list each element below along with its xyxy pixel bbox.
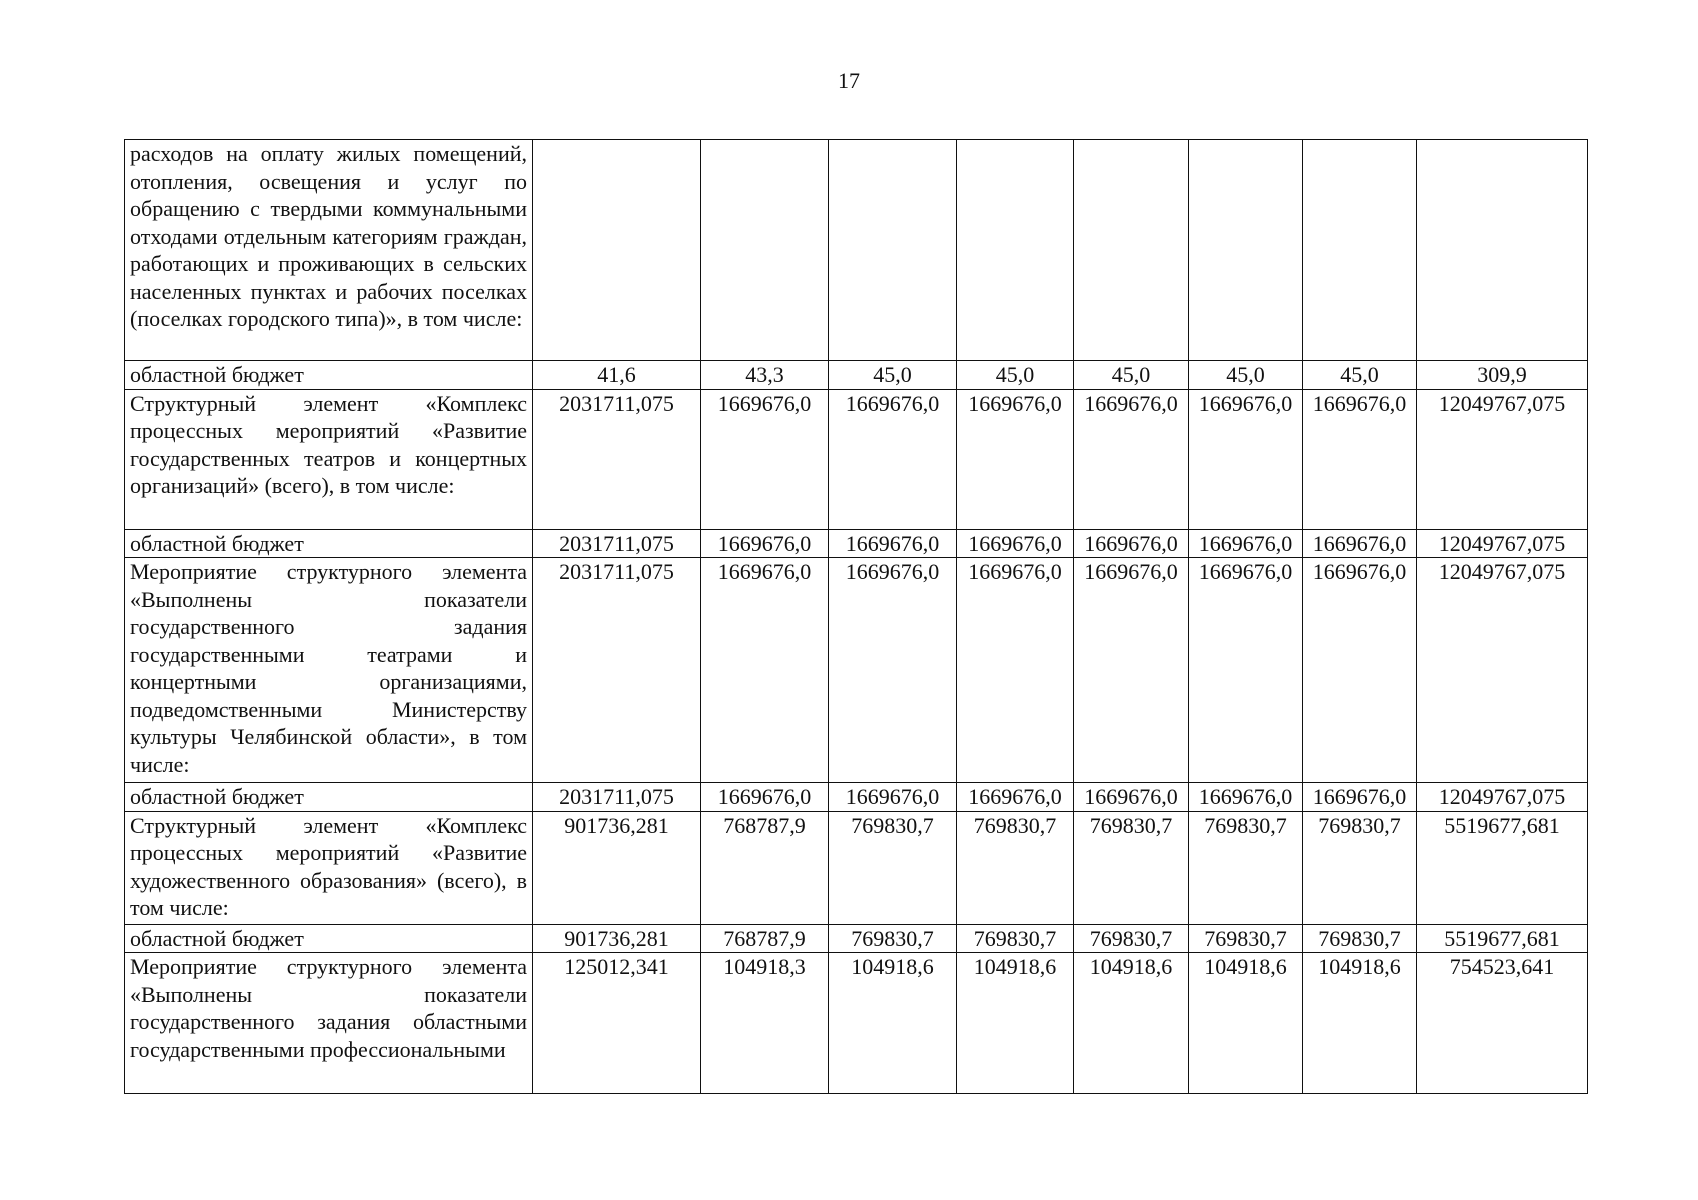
value-cell: 1669676,0 [1303,558,1417,783]
value-cell: 1669676,0 [701,529,829,558]
value-cell: 769830,7 [1074,811,1189,924]
value-cell: 769830,7 [957,924,1074,953]
value-cell: 1669676,0 [1074,783,1189,812]
value-cell: 1669676,0 [701,558,829,783]
value-cell: 769830,7 [1303,811,1417,924]
value-cell [957,140,1074,361]
total-cell: 5519677,681 [1417,924,1588,953]
page-number: 17 [838,68,860,93]
value-cell: 104918,6 [1074,953,1189,1094]
value-cell [829,140,957,361]
value-cell: 2031711,075 [533,389,701,529]
value-cell: 43,3 [701,361,829,390]
value-cell: 104918,6 [1303,953,1417,1094]
value-cell: 1669676,0 [701,783,829,812]
value-cell [533,140,701,361]
total-cell: 754523,641 [1417,953,1588,1094]
table-row [125,140,1588,361]
total-cell: 5519677,681 [1417,811,1588,924]
value-cell: 769830,7 [957,811,1074,924]
value-cell: 1669676,0 [1189,529,1303,558]
value-cell: 1669676,0 [829,783,957,812]
value-cell: 1669676,0 [701,389,829,529]
value-cell: 1669676,0 [1074,389,1189,529]
value-cell: 1669676,0 [957,389,1074,529]
value-cell: 1669676,0 [1189,558,1303,783]
table-row [125,558,1588,783]
value-cell: 1669676,0 [957,558,1074,783]
row-description: Структурный элемент «Комплекс процессных мероприятий «Развитие государственных театров и концертных организаций» (всего), в том числе: [125,389,533,529]
total-cell: 12049767,075 [1417,389,1588,529]
total-cell: 12049767,075 [1417,783,1588,812]
value-cell: 1669676,0 [1074,558,1189,783]
value-cell [1303,140,1417,361]
value-cell: 45,0 [1303,361,1417,390]
value-cell: 1669676,0 [1189,389,1303,529]
value-cell: 1669676,0 [1074,529,1189,558]
value-cell: 769830,7 [1074,924,1189,953]
table-row [125,361,1588,390]
table-row [125,529,1588,558]
value-cell: 769830,7 [829,811,957,924]
value-cell: 769830,7 [1303,924,1417,953]
table-row [125,953,1588,1094]
value-cell [1074,140,1189,361]
row-description: расходов на оплату жилых помещений, отопления, освещения и услуг по обращению с твердыми коммунальными отходами отдельным категориям граждан, работающих и проживающих в сельских населенных пунктах и рабочих поселках (поселках городского типа)», в том числе: [125,140,533,361]
value-cell: 104918,6 [957,953,1074,1094]
row-description: областной бюджет [125,783,533,812]
value-cell: 2031711,075 [533,783,701,812]
value-cell: 2031711,075 [533,558,701,783]
row-description: Структурный элемент «Комплекс процессных мероприятий «Развитие художественного образования» (всего), в том числе: [125,811,533,924]
value-cell: 1669676,0 [957,529,1074,558]
value-cell: 1669676,0 [1303,783,1417,812]
total-cell [1417,140,1588,361]
value-cell: 1669676,0 [829,558,957,783]
value-cell: 1669676,0 [829,389,957,529]
value-cell: 45,0 [957,361,1074,390]
value-cell [1189,140,1303,361]
budget-table [124,139,1588,1094]
value-cell: 1669676,0 [957,783,1074,812]
value-cell: 125012,341 [533,953,701,1094]
value-cell: 104918,6 [1189,953,1303,1094]
row-description: областной бюджет [125,361,533,390]
total-cell: 309,9 [1417,361,1588,390]
value-cell: 104918,6 [829,953,957,1094]
row-description: областной бюджет [125,529,533,558]
table-row [125,811,1588,924]
value-cell: 769830,7 [1189,924,1303,953]
total-cell: 12049767,075 [1417,558,1588,783]
value-cell: 1669676,0 [1189,783,1303,812]
value-cell: 104918,3 [701,953,829,1094]
value-cell: 45,0 [1074,361,1189,390]
value-cell: 901736,281 [533,924,701,953]
value-cell: 768787,9 [701,811,829,924]
table-row [125,924,1588,953]
row-description: Мероприятие структурного элемента «Выполнены показатели государственного задания государственными театрами и концертными организациями, подведомственными Министерству культуры Челябинской области», в том числе: [125,558,533,783]
value-cell: 1669676,0 [1303,529,1417,558]
value-cell: 1669676,0 [1303,389,1417,529]
value-cell: 45,0 [1189,361,1303,390]
value-cell [701,140,829,361]
value-cell: 768787,9 [701,924,829,953]
value-cell: 901736,281 [533,811,701,924]
table-row [125,783,1588,812]
value-cell: 1669676,0 [829,529,957,558]
table-row [125,389,1588,529]
value-cell: 769830,7 [829,924,957,953]
value-cell: 45,0 [829,361,957,390]
value-cell: 769830,7 [1189,811,1303,924]
value-cell: 41,6 [533,361,701,390]
total-cell: 12049767,075 [1417,529,1588,558]
row-description: Мероприятие структурного элемента «Выполнены показатели государственного задания областными государственными профессиональными [125,953,533,1094]
row-description: областной бюджет [125,924,533,953]
value-cell: 2031711,075 [533,529,701,558]
